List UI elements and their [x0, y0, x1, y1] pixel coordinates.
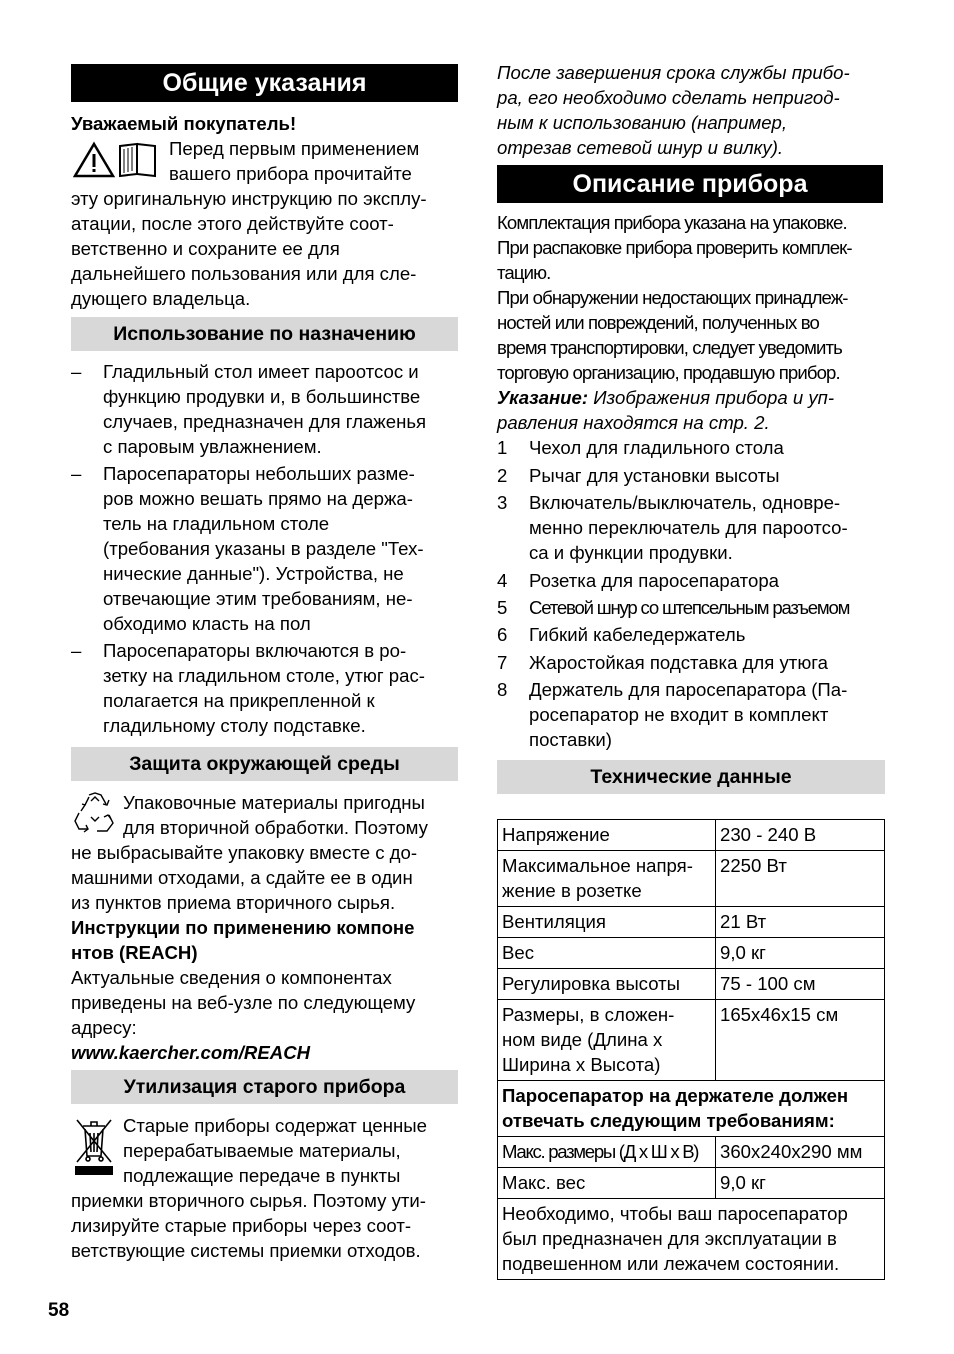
spec-key-line: жение в розетке — [502, 880, 642, 901]
env-line: машними отходами, а сдайте ее в один — [71, 867, 413, 888]
spec-key: Вентиляция — [498, 907, 716, 938]
disposal-line: перерабатываемые материалы, — [123, 1140, 401, 1161]
item-text: Чехол для гладильного стола — [529, 437, 784, 459]
item-number: 6 — [497, 624, 508, 646]
section-title-general: Общие указания — [71, 64, 458, 102]
list-item — [497, 463, 887, 488]
disposal-line: приемки вторичного сырья. Поэтому ути- — [71, 1190, 426, 1211]
list-item — [497, 650, 887, 675]
item-text: Рычаг для установки высоты — [529, 464, 780, 486]
list-line: обходимо класть на пол — [103, 613, 311, 634]
disposal-line: Старые приборы содержат ценные — [123, 1115, 427, 1136]
list-line: отвечающие этим требованиям, не- — [103, 588, 413, 609]
item-number: 3 — [497, 492, 508, 514]
env-line: из пунктов приема вторичного сырья. — [71, 892, 396, 913]
table-row — [498, 820, 885, 851]
spec-key: Макс. вес — [498, 1168, 716, 1199]
list-item — [497, 622, 887, 647]
table-row — [498, 938, 885, 969]
note-line: ным к использованию (например, — [497, 112, 788, 133]
spec-value: 165x46x15 см — [716, 1000, 885, 1081]
item-number: 1 — [497, 437, 508, 459]
spec-key-line: Ширина x Высота) — [502, 1054, 661, 1075]
spec-key — [498, 851, 716, 907]
item-text: поставки) — [529, 729, 612, 751]
intro-line: эту оригинальную инструкцию по эксплу- — [71, 188, 427, 209]
table-row — [498, 1081, 885, 1137]
note-line: После завершения срока службы прибо- — [497, 62, 850, 83]
table-row — [498, 907, 885, 938]
env-line: Упаковочные материалы пригодны — [123, 792, 425, 813]
spec-key: Вес — [498, 938, 716, 969]
list-line: Паросепараторы включаются в ро- — [103, 640, 407, 661]
reach-url-link[interactable]: www.kaercher.com/REACH — [71, 1042, 311, 1063]
section-title-description: Описание прибора — [497, 165, 883, 203]
tech-table — [497, 819, 885, 1280]
item-number: 5 — [497, 596, 508, 618]
spec-value: 360x240x290 мм — [716, 1137, 885, 1168]
list-item — [497, 435, 887, 460]
reach-title: Инструкции по применению компоне — [71, 917, 415, 938]
table-row — [498, 1199, 885, 1280]
note-text: равления находятся на стр. 2. — [497, 412, 770, 433]
disposal-line: лизируйте старые приборы через соот- — [71, 1215, 412, 1236]
note-text: Изображения прибора и уп- — [588, 387, 835, 408]
list-line: полагается на прикрепленной к — [103, 690, 375, 711]
desc-line: При обнаружении недостающих принадлеж- — [497, 287, 848, 308]
spec-key-line: ном виде (Длина x — [502, 1029, 663, 1050]
crossed-bin-icon — [73, 1116, 115, 1178]
spec-key-line: Максимальное напря- — [502, 855, 693, 876]
req-title-line: Паросепаратор на держателе должен — [502, 1085, 849, 1106]
env-line: не выбрасывайте упаковку вместе с до- — [71, 842, 418, 863]
item-text: Жаростойкая подставка для утюга — [529, 651, 828, 673]
dash-marker: – — [71, 463, 82, 484]
reach-title: нтов (REACH) — [71, 942, 198, 963]
item-number: 7 — [497, 651, 508, 673]
requirements-footer — [498, 1199, 885, 1280]
dash-marker: – — [71, 361, 82, 382]
section-title-tech: Технические данные — [497, 760, 885, 794]
spec-key: Регулировка высоты — [498, 969, 716, 1000]
item-text: Розетка для паросепаратора — [529, 569, 779, 591]
end-of-life-note — [497, 60, 885, 160]
intro-line: дальнейшего пользования или для сле- — [71, 263, 417, 284]
recycle-icon — [73, 791, 117, 837]
list-item — [497, 677, 887, 752]
list-item — [71, 359, 458, 459]
item-number: 8 — [497, 679, 508, 701]
env-line: для вторичной обработки. Поэтому — [123, 817, 428, 838]
list-item — [71, 638, 458, 738]
item-number: 2 — [497, 464, 508, 486]
usage-list — [71, 359, 458, 738]
table-row — [498, 851, 885, 907]
intro-line: атации, после этого действуйте соот- — [71, 213, 394, 234]
desc-line: Комплектация прибора указана на упаковке. — [497, 212, 847, 233]
item-text: менно переключатель для пароотсо- — [529, 517, 848, 539]
list-line: (требования указаны в разделе "Тех- — [103, 538, 424, 559]
item-number: 4 — [497, 569, 508, 591]
note — [497, 385, 887, 435]
req-title-line: отвечать следующим требованиям: — [502, 1110, 835, 1131]
reach-line: приведены на веб-узле по следующему — [71, 992, 416, 1013]
item-text: Держатель для паросепаратора (Па- — [529, 679, 848, 701]
desc-line: тацию. — [497, 262, 551, 283]
table-row — [498, 1137, 885, 1168]
item-text: Сетевой шнур со штепсельным разъемом — [529, 596, 850, 618]
item-text: Гибкий кабеледержатель — [529, 624, 746, 646]
intro-line: ветственно и сохраните ее для — [71, 238, 340, 259]
warning-icons — [73, 140, 163, 180]
table-row — [498, 1168, 885, 1199]
list-item — [497, 595, 887, 620]
list-item — [497, 490, 887, 565]
list-item — [497, 568, 887, 593]
page-number: 58 — [48, 1300, 70, 1321]
note-label: Указание: — [497, 387, 589, 408]
reach-line: Актуальные сведения о компонентах — [71, 967, 392, 988]
desc-line: торговую организацию, продавшую прибор. — [497, 362, 840, 383]
list-line: Паросепараторы небольших разме- — [103, 463, 415, 484]
list-line: тель на гладильном столе — [103, 513, 330, 534]
disposal-line: подлежащие передаче в пункты — [123, 1165, 401, 1186]
section-title-usage: Использование по назначению — [71, 317, 458, 351]
intro-line: дующего владельца. — [71, 288, 251, 309]
desc-line: При распаковке прибора проверить комплек- — [497, 237, 852, 258]
section-title-environment: Защита окружающей среды — [71, 747, 458, 781]
desc-line: ностей или повреждений, полученных во — [497, 312, 819, 333]
spec-value: 230 - 240 В — [716, 820, 885, 851]
spec-value: 9,0 кг — [716, 1168, 885, 1199]
parts-list — [497, 433, 887, 752]
item-text: са и функции продувки. — [529, 542, 733, 564]
item-text: Включатель/выключатель, одновре- — [529, 492, 841, 514]
spec-value: 9,0 кг — [716, 938, 885, 969]
list-line: зетку на гладильном столе, утюг рас- — [103, 665, 425, 686]
list-line: Гладильный стол имеет пароотсос и — [103, 361, 419, 382]
footer-line: Необходимо, чтобы ваш паросепаратор — [502, 1203, 848, 1224]
spec-value: 75 - 100 см — [716, 969, 885, 1000]
note-line: ра, его необходимо сделать непригод- — [497, 87, 840, 108]
footer-line: подвешенном или лежачем состоянии. — [502, 1253, 840, 1274]
warning-icon — [73, 140, 163, 180]
list-line: с паровым увлажнением. — [103, 436, 322, 457]
dear-customer: Уважаемый покупатель! — [71, 113, 297, 134]
footer-line: был предназначен для эксплуатации в — [502, 1228, 837, 1249]
spec-key-line: Размеры, в сложен- — [502, 1004, 675, 1025]
reach-line: адресу: — [71, 1017, 137, 1038]
intro-line: вашего прибора прочитайте — [169, 163, 412, 184]
table-row — [498, 969, 885, 1000]
requirements-title — [498, 1081, 885, 1137]
item-text: росепаратор не входит в комплект — [529, 704, 829, 726]
section-title-disposal: Утилизация старого прибора — [71, 1070, 458, 1104]
list-line: нические данные"). Устройства, не — [103, 563, 404, 584]
list-line: функцию продувки и, в большинстве — [103, 386, 421, 407]
desc-line: время транспортировки, следует уведомить — [497, 337, 842, 358]
list-item — [71, 461, 458, 636]
manual-book-icon — [120, 144, 155, 176]
list-line: ров можно вешать прямо на держа- — [103, 488, 413, 509]
intro-line: Перед первым применением — [169, 138, 420, 159]
spec-key — [498, 1000, 716, 1081]
list-line: случаев, предназначен для глаженья — [103, 411, 427, 432]
note-line: отрезав сетевой шнур и вилку). — [497, 137, 784, 158]
disposal-line: ветствующие системы приемки отходов. — [71, 1240, 421, 1261]
spec-value: 21 Вт — [716, 907, 885, 938]
spec-key: Макс. размеры (Д x Ш x В) — [498, 1137, 716, 1168]
list-line: гладильному столу подставке. — [103, 715, 366, 736]
table-row — [498, 1000, 885, 1081]
dash-marker: – — [71, 640, 82, 661]
spec-key: Напряжение — [498, 820, 716, 851]
spec-value: 2250 Вт — [716, 851, 885, 907]
